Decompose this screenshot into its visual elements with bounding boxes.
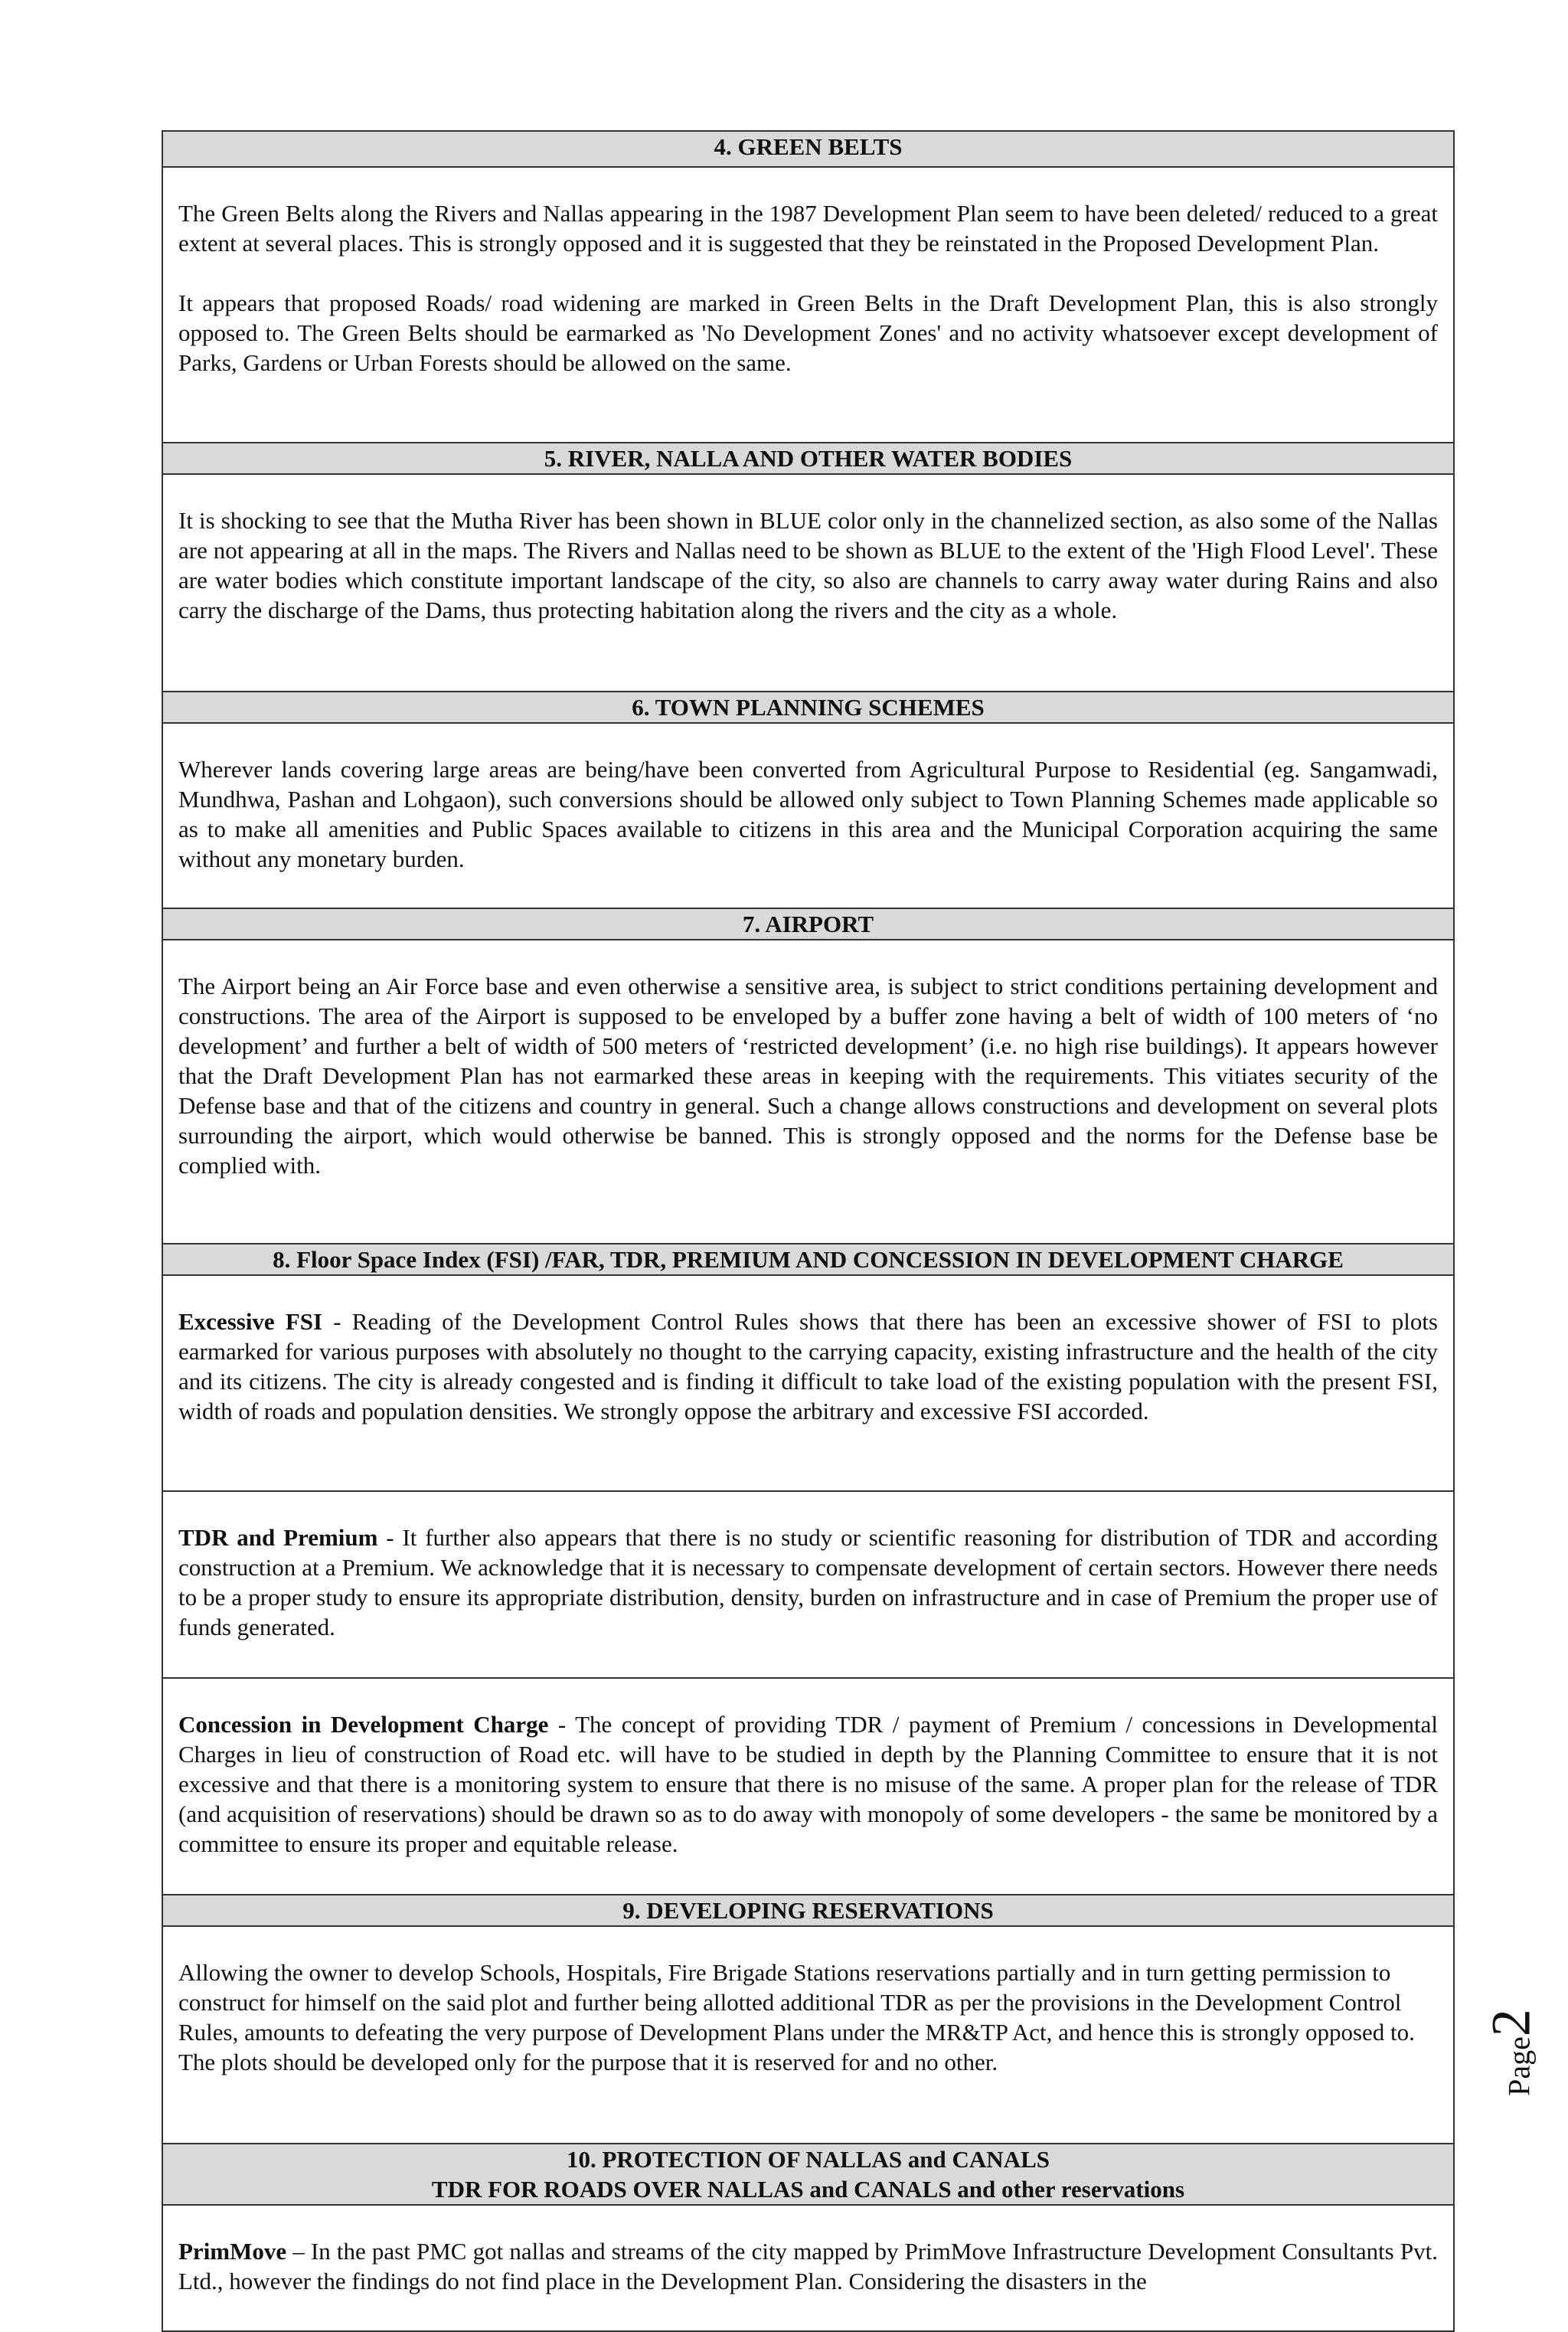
block-excessive-fsi [162, 1275, 1454, 1491]
section-heading-reservations: 9. DEVELOPING RESERVATIONS [162, 1895, 1454, 1926]
paragraph: It is shocking to see that the Mutha River has been shown in BLUE color only in the channelized section, as also some of the Nallas are not appearing at all in the maps. The Rivers and Nallas need to be shown as BLUE to the extent of the 'High Flood Level'. These are water bodies which constitute important landscape of the city, so also are channels to carry away water during Rains and also carry the discharge of the Dams, thus protecting habitation along the rivers and the city as a whole. [178, 507, 1438, 623]
lead-term: Excessive FSI [178, 1308, 323, 1335]
section-heading-green-belts: 4. GREEN BELTS [162, 131, 1454, 167]
paragraph: It appears that proposed Roads/ road widening are marked in Green Belts in the Draft Development Plan, this is also strongly opposed to. The Green Belts should be earmarked as 'No Development Zones' and no activity whatsoever except development of Parks, Gardens or Urban Forests should be allowed on the same. [178, 289, 1438, 376]
heading-line: 10. PROTECTION OF NALLAS and CANALS [566, 2146, 1050, 2173]
section-body-town-planning [162, 723, 1454, 908]
paragraph [178, 2236, 1438, 2296]
paragraph: Wherever lands covering large areas are being/have been converted from Agricultural Purpose to Residential (eg. Sangamwadi, Mundhwa, Pashan and Lohgaon), such conversions should be allowed only subject to Town Planning Schemes made applicable so as to make all amenities and Public Spaces available to citizens in this area and the Municipal Corporation acquiring the same without any monetary burden. [178, 756, 1438, 872]
paragraph-text: - The concept of providing TDR / payment of Premium / concessions in Developmental Charges in lieu of construction of Road etc. will have to be studied in depth by the Planning Committee to ensure that it is not excessive and that there is a monitoring system to ensure that there is no misuse of the same. A proper plan for the release of TDR (and acquisition of reservations) should be drawn so as to do away with monopoly of some developers - the same be monitored by a committee to ensure its proper and equitable release. [178, 1711, 1438, 1857]
paragraph-text: – In the past PMC got nallas and streams of the city mapped by PrimMove Infrastructure Development Consultants Pvt. Ltd., however the findings do not find place in the Development Plan. Considering the disasters in the [178, 2238, 1438, 2294]
paragraph [178, 1523, 1438, 1642]
section-heading-fsi: 8. Floor Space Index (FSI) /FAR, TDR, PREMIUM AND CONCESSION IN DEVELOPMENT CHARGE [162, 1244, 1454, 1275]
paragraph: Allowing the owner to develop Schools, Hospitals, Fire Brigade Stations reservations partially and in turn getting permission to construct for himself on the said plot and further being allotted additional TDR as per the provisions in the Development Control Rules, amounts to defeating the very purpose of Development Plans under the MR&TP Act, and hence this is strongly opposed to. The plots should be developed only for the purpose that it is reserved for and no other. [178, 1959, 1415, 2075]
section-heading-water-bodies: 5. RIVER, NALLA AND OTHER WATER BODIES [162, 443, 1454, 474]
block-development-charge [162, 1678, 1454, 1895]
block-tdr-premium [162, 1491, 1454, 1678]
page-number-label [1473, 1995, 1550, 2110]
lead-term: Concession in Development Charge [178, 1711, 549, 1738]
paragraph [178, 1709, 1438, 1859]
paragraph: The Green Belts along the Rivers and Nallas appearing in the 1987 Development Plan seem to have been deleted/ reduced to a great extent at several places. This is strongly opposed and it is suggested that they be reinstated in the Proposed Development Plan. [178, 200, 1438, 257]
section-heading-town-planning: 6. TOWN PLANNING SCHEMES [162, 692, 1454, 723]
section-body-green-belts [162, 167, 1454, 443]
page-number: 2 [1480, 2009, 1542, 2037]
lead-term: TDR and Premium [178, 1524, 378, 1551]
page-word: Page [1501, 2036, 1537, 2096]
paragraph: The Airport being an Air Force base and even otherwise a sensitive area, is subject to strict conditions pertaining development and constructions. The area of the Airport is supposed to be enveloped by a buffer zone having a belt of width of 100 meters of ‘no development’ and further a belt of width of 500 meters of ‘restricted development’ (i.e. no high rise buildings). It appears however that the Draft Development Plan has not earmarked these areas in keeping with the requirements. This vitiates security of the Defense base and that of the citizens and country in general. Such a change allows constructions and development on several plots surrounding the airport, which would otherwise be banned. This is strongly opposed and the norms for the Defense base be complied with. [178, 973, 1438, 1179]
paragraph-text: - Reading of the Development Control Rules shows that there has been an excessive shower of FSI to plots earmarked for various purposes with absolutely no thought to the carrying capacity, existing infrastructure and the health of the city and its citizens. The city is already congested and is finding it difficult to take load of the existing population with the present FSI, width of roads and population densities. We strongly oppose the arbitrary and excessive FSI accorded. [178, 1308, 1438, 1424]
section-body-water-bodies [162, 474, 1454, 692]
section-body-airport [162, 940, 1454, 1244]
section-body-reservations [162, 1926, 1454, 2144]
section-heading-nallas [162, 2144, 1454, 2205]
lead-term: PrimMove [178, 2238, 287, 2265]
paragraph [178, 1307, 1438, 1426]
block-primmove [162, 2205, 1454, 2331]
paragraph-text: - It further also appears that there is no study or scientific reasoning for distribution of TDR and according construction at a Premium. We acknowledge that it is necessary to compensate development of certain sectors. However there needs to be a proper study to ensure its appropriate distribution, density, burden on infrastructure and in case of Premium the proper use of funds generated. [178, 1524, 1438, 1640]
heading-line: TDR FOR ROADS OVER NALLAS and CANALS and other reservations [431, 2176, 1185, 2203]
section-heading-airport: 7. AIRPORT [162, 908, 1454, 940]
document-table [162, 130, 1455, 2332]
